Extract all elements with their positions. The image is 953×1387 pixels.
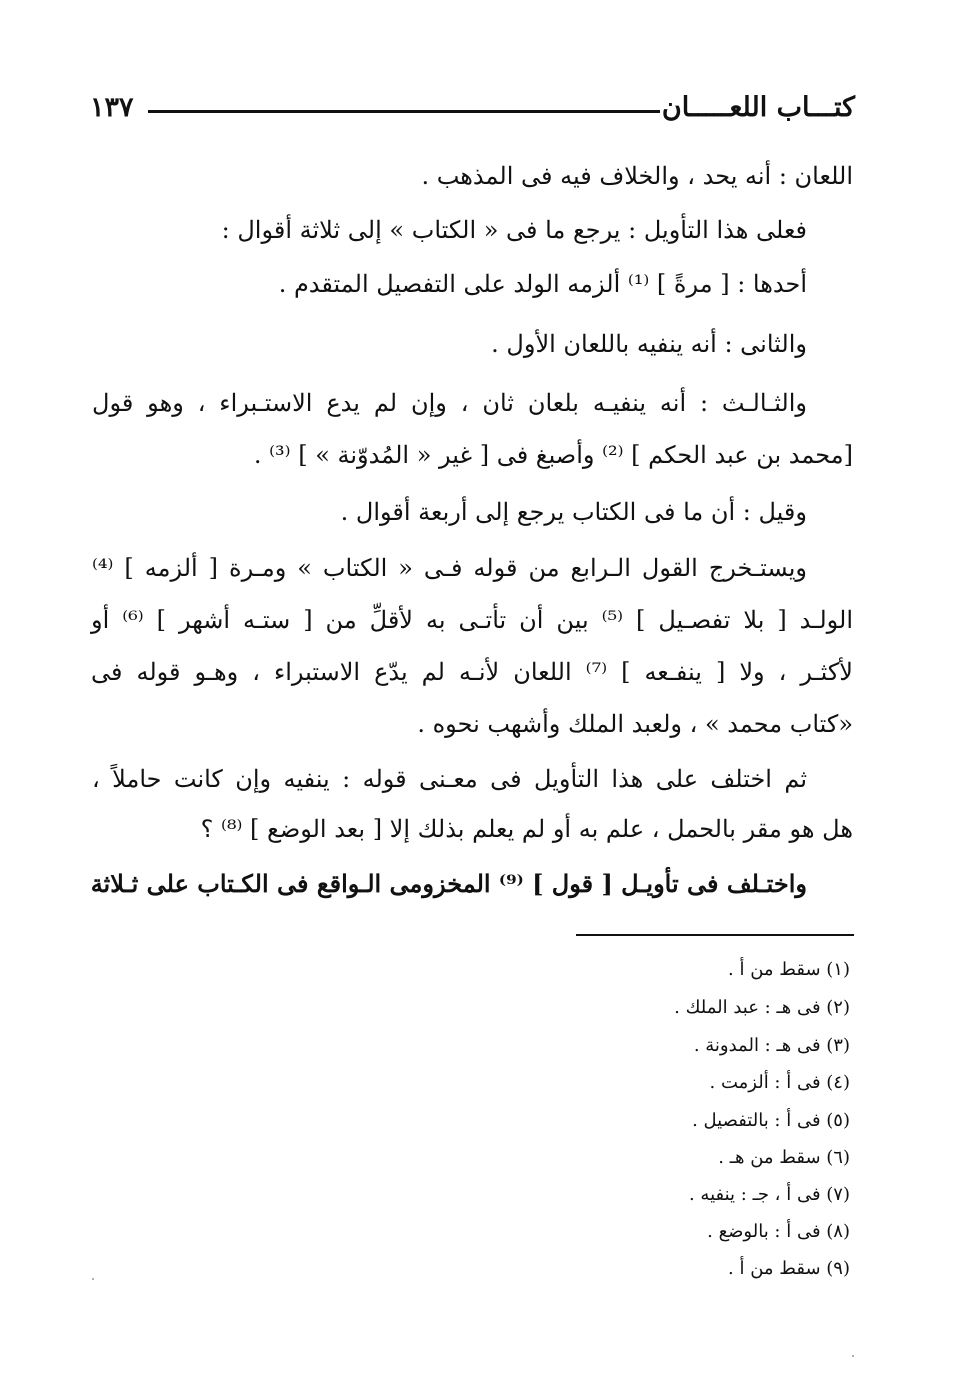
- footnote: (٧) فى أ ، جـ : ينفيه .: [688, 1184, 850, 1205]
- text-line: وقيل : أن ما فى الكتاب يرجع إلى أربعة أقوال .: [340, 498, 807, 526]
- running-header: [90, 92, 855, 132]
- footnote: (٩) سقط من أ .: [728, 1258, 850, 1279]
- footnote-separator: [576, 934, 854, 936]
- text-line: [محمد بن عبد الحكم ] ⁽²⁾ وأصبغ فى [ غير « المُدوّنة » ] ⁽³⁾ .: [253, 441, 853, 469]
- text-line: «كتاب محمد » ، ولعبد الملك وأشهب نحوه .: [417, 710, 853, 738]
- footnote: (٥) فى أ : بالتفصيل .: [692, 1110, 850, 1131]
- text-line: ثم اختلف على هذا التأويل فى معـنى قوله : ينفيه وإن كانت حاملاً ،: [92, 765, 807, 793]
- footnote: (٣) فى هـ : المدونة .: [693, 1035, 850, 1056]
- text-line: فعلى هذا التأويل : يرجع ما فى « الكتاب » إلى ثلاثة أقوال :: [221, 216, 807, 244]
- text-line: والثانى : أنه ينفيه باللعان الأول .: [491, 330, 807, 358]
- text-line: ويستـخرج القول الـرابع من قوله فـى « الكتاب » ومـرة [ ألزمه ] ⁽⁴⁾: [92, 554, 807, 582]
- footnote: (٢) فى هـ : عبد الملك .: [674, 997, 850, 1018]
- chapter-title: كتـــاب اللعـــــان: [661, 92, 855, 123]
- scan-speck: [852, 1355, 854, 1357]
- text-line: أحدها : [ مرةً ] ⁽¹⁾ ألزمه الولد على التفصيل المتقدم .: [278, 270, 807, 298]
- header-rule: [148, 110, 660, 113]
- footnote: (٤) فى أ : ألزمت .: [709, 1072, 850, 1093]
- footnote: (١) سقط من أ .: [728, 959, 850, 980]
- footnote: (٦) سقط من هـ .: [718, 1147, 850, 1168]
- text-line: لأكثـر ، ولا [ ينفـعه ] ⁽⁷⁾ اللعان لأنـه لم يدّع الاستبراء ، وهـو قوله فى: [91, 658, 853, 686]
- text-line: والثـالـث : أنه ينفيـه بلعان ثان ، وإن لم يدع الاستـبراء ، وهو قول: [92, 389, 808, 417]
- text-line: اللعان : أنه يحد ، والخلاف فيه فى المذهب .: [421, 162, 853, 190]
- scan-speck: [92, 1278, 94, 1280]
- footnote: (٨) فى أ : بالوضع .: [707, 1221, 850, 1242]
- text-line: هل هو مقر بالحمل ، علم به أو لم يعلم بذلك إلا [ بعد الوضع ] ⁽⁸⁾ ؟: [200, 815, 853, 843]
- page-number: ١٣٧: [90, 92, 134, 123]
- text-line: واختـلف فى تأويـل [ قول ] ⁽⁹⁾ المخزومى الـواقع فى الكـتاب على ثـلاثة: [90, 869, 807, 898]
- text-line: الولـد [ بلا تفصـيل ] ⁽⁵⁾ بين أن تأتـى به لأقلِّ من [ ستـه أشهر ] ⁽⁶⁾ أو: [91, 606, 854, 634]
